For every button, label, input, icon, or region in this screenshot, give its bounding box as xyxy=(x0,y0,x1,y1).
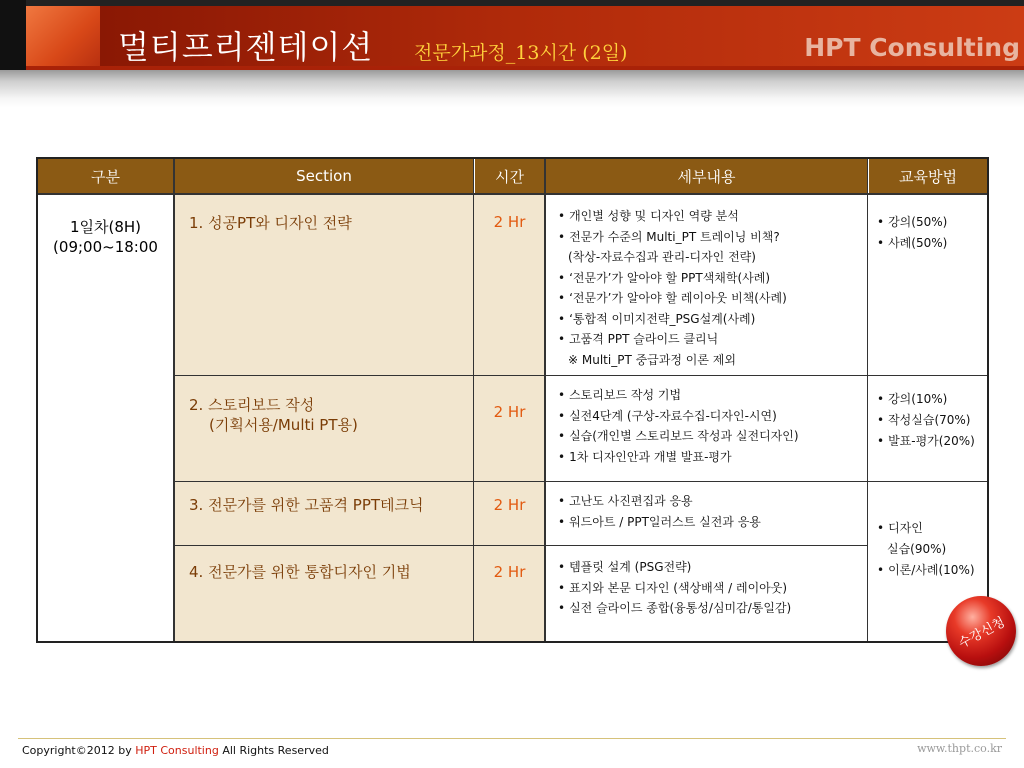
grid-vline xyxy=(473,159,474,641)
detail-item: • ‘전문가’가 알아야 할 레이아웃 비책(사례) xyxy=(558,288,787,309)
detail-item: • 워드아트 / PPT일러스트 실전과 응용 xyxy=(558,512,761,533)
details-list-2 xyxy=(558,385,799,467)
grid-hline xyxy=(173,481,987,482)
col-header-method: 교육방법 xyxy=(869,159,987,193)
detail-item: • 고난도 사진편집과 응용 xyxy=(558,491,761,512)
method-item: • 발표-평가(20%) xyxy=(877,431,975,452)
methods-list-1 xyxy=(877,212,947,254)
detail-item: • ‘통합적 이미지전략_PSG설계(사례) xyxy=(558,309,787,330)
grid-vline xyxy=(544,159,546,641)
detail-item: • 고품격 PPT 슬라이드 클리닉 xyxy=(558,329,787,350)
time-4: 2 Hr xyxy=(493,563,526,581)
section-4-title: 4. 전문가를 위한 통합디자인 기법 xyxy=(189,563,411,581)
time-2: 2 Hr xyxy=(493,403,526,421)
header-shadow xyxy=(0,70,1024,108)
day-cell xyxy=(38,217,173,257)
detail-item: • 스토리보드 작성 기법 xyxy=(558,385,799,406)
header-orange-wedge xyxy=(26,6,100,66)
details-list-3 xyxy=(558,491,761,532)
copyright-brand: HPT Consulting xyxy=(135,744,219,757)
col-header-category: 구분 xyxy=(38,159,173,193)
method-item: • 강의(50%) xyxy=(877,212,947,233)
grid-hline xyxy=(38,193,987,195)
footer-copyright xyxy=(22,744,329,757)
page-subtitle: 전문가과정_13시간 (2일) xyxy=(414,42,628,64)
detail-item: • 전문가 수준의 Multi_PT 트레이닝 비책? xyxy=(558,227,787,248)
section-2-subtitle: (기획서용/Multi PT용) xyxy=(209,416,358,434)
page-title: 멀티프리젠테이션 xyxy=(118,28,374,66)
section-1-title: 1. 성공PT와 디자인 전략 xyxy=(189,214,352,232)
section-1 xyxy=(189,213,352,233)
detail-item: • 실전4단계 (구상-자료수집-디자인-시연) xyxy=(558,406,799,427)
day-hours: (09;00~18:00 xyxy=(53,238,158,256)
copyright-suffix: All Rights Reserved xyxy=(218,744,329,757)
section-3 xyxy=(189,495,424,515)
detail-item: (착상-자료수집과 관리-디자인 전략) xyxy=(568,250,756,264)
section-2 xyxy=(189,395,358,435)
detail-item: • 템플릿 설계 (PSG전략) xyxy=(558,557,791,578)
grid-vline xyxy=(867,159,868,641)
schedule-table xyxy=(36,157,989,643)
method-item: • 강의(10%) xyxy=(877,389,975,410)
details-list-4 xyxy=(558,557,791,619)
detail-item: • 실전 슬라이드 종합(융통성/심미감/통일감) xyxy=(558,598,791,619)
col-header-time: 시간 xyxy=(475,159,544,193)
method-item: • 사례(50%) xyxy=(877,233,947,254)
enroll-button[interactable] xyxy=(946,596,1016,666)
grid-vline xyxy=(173,159,175,641)
section-3-title: 3. 전문가를 위한 고품격 PPT테크닉 xyxy=(189,496,424,514)
footer-divider xyxy=(18,738,1006,739)
footer-website-link[interactable]: www.thpt.co.kr xyxy=(917,742,1002,755)
day-label: 1일차(8H) xyxy=(69,218,142,236)
grid-hline xyxy=(173,375,987,376)
brand-logo-text: HPT Consulting xyxy=(804,33,1020,62)
copyright-prefix: Copyright©2012 by xyxy=(22,744,136,757)
grid-hline xyxy=(173,545,868,546)
time-3: 2 Hr xyxy=(493,496,526,514)
enroll-button-label: 수강신청 xyxy=(956,614,1008,652)
col-header-section: Section xyxy=(175,159,473,193)
method-item: 실습(90%) xyxy=(887,542,947,556)
header-left-black-block xyxy=(0,0,26,70)
col-header-details: 세부내용 xyxy=(546,159,867,193)
detail-item: • 1차 디자인안과 개별 발표-평가 xyxy=(558,447,799,468)
section-4 xyxy=(189,562,411,582)
method-item: • 디자인 xyxy=(877,518,975,539)
section-2-title: 2. 스토리보드 작성 xyxy=(189,396,315,414)
method-item: • 작성실습(70%) xyxy=(877,410,975,431)
methods-list-2 xyxy=(877,389,975,452)
detail-item: ※ Multi_PT 중급과정 이론 제외 xyxy=(568,352,736,367)
methods-list-3-4 xyxy=(877,518,975,581)
details-list-1 xyxy=(558,206,787,370)
detail-item: • 표지와 본문 디자인 (색상배색 / 레이아웃) xyxy=(558,578,791,599)
time-1: 2 Hr xyxy=(493,213,526,231)
detail-item: • ‘전문가’가 알아야 할 PPT색채학(사례) xyxy=(558,268,787,289)
detail-item: • 개인별 성향 및 디자인 역량 분석 xyxy=(558,206,787,227)
method-item: • 이론/사례(10%) xyxy=(877,560,975,581)
detail-item: • 실습(개인별 스토리보드 작성과 실전디자인) xyxy=(558,426,799,447)
title-bar xyxy=(0,0,1024,70)
